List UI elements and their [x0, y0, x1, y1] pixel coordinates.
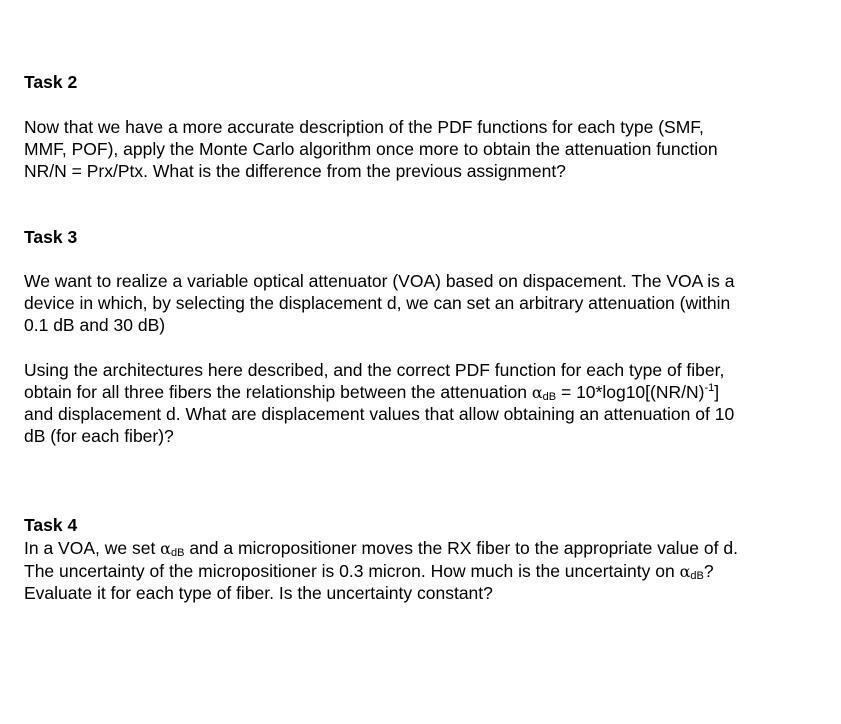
alpha-symbol: α	[160, 539, 171, 558]
task-3-line: We want to realize a variable optical attenuator (VOA) based on dispacement. The VOA is a	[24, 271, 735, 291]
task-4-line	[24, 560, 714, 583]
task-4-line: Evaluate it for each type of fiber. Is the uncertainty constant?	[24, 583, 493, 603]
task-2-heading: Task 2	[24, 72, 78, 92]
alpha-symbol: α	[679, 562, 691, 581]
body-text: In a VOA, we set	[24, 538, 161, 558]
db-subscript: dB	[690, 570, 704, 582]
body-text: and a micropositioner moves the RX fiber to the appropriate value of d.	[184, 538, 738, 558]
task-3-line: 0.1 dB and 30 dB)	[24, 315, 166, 335]
task-3-heading: Task 3	[24, 227, 78, 247]
db-subscript: dB	[170, 547, 185, 559]
alpha-symbol: α	[531, 383, 543, 402]
task-3-line: and displacement d. What are displacement values that allow obtaining an attenuation of 10	[24, 404, 735, 424]
task-2-line: NR/N = Prx/Ptx. What is the difference from the previous assignment?	[24, 161, 566, 181]
body-text: ?	[703, 561, 714, 581]
db-subscript: dB	[542, 391, 557, 403]
task-4-heading: Task 4	[24, 515, 78, 535]
task-3-line: dB (for each fiber)?	[24, 426, 174, 446]
task-4-line	[24, 537, 738, 560]
task-3-line: Using the architectures here described, and the correct PDF function for each type of fiber,	[24, 360, 725, 380]
body-text: The uncertainty of the micropositioner is 0.3 micron. How much is the uncertainty on	[24, 561, 680, 581]
task-3-formula-line	[24, 381, 719, 404]
task-2-line: Now that we have a more accurate description of the PDF functions for each type (SMF,	[24, 117, 704, 137]
task-3-line: device in which, by selecting the displacement d, we can set an arbitrary attenuation (within	[24, 293, 731, 313]
exponent-superscript: -1	[704, 382, 715, 394]
task-2-line: MMF, POF), apply the Monte Carlo algorithm once more to obtain the attenuation function	[24, 139, 718, 159]
formula-text: = 10*log10[(NR/N)	[556, 382, 705, 402]
formula-text: ]	[714, 382, 720, 402]
formula-text: obtain for all three fibers the relationship between the attenuation	[24, 382, 532, 402]
